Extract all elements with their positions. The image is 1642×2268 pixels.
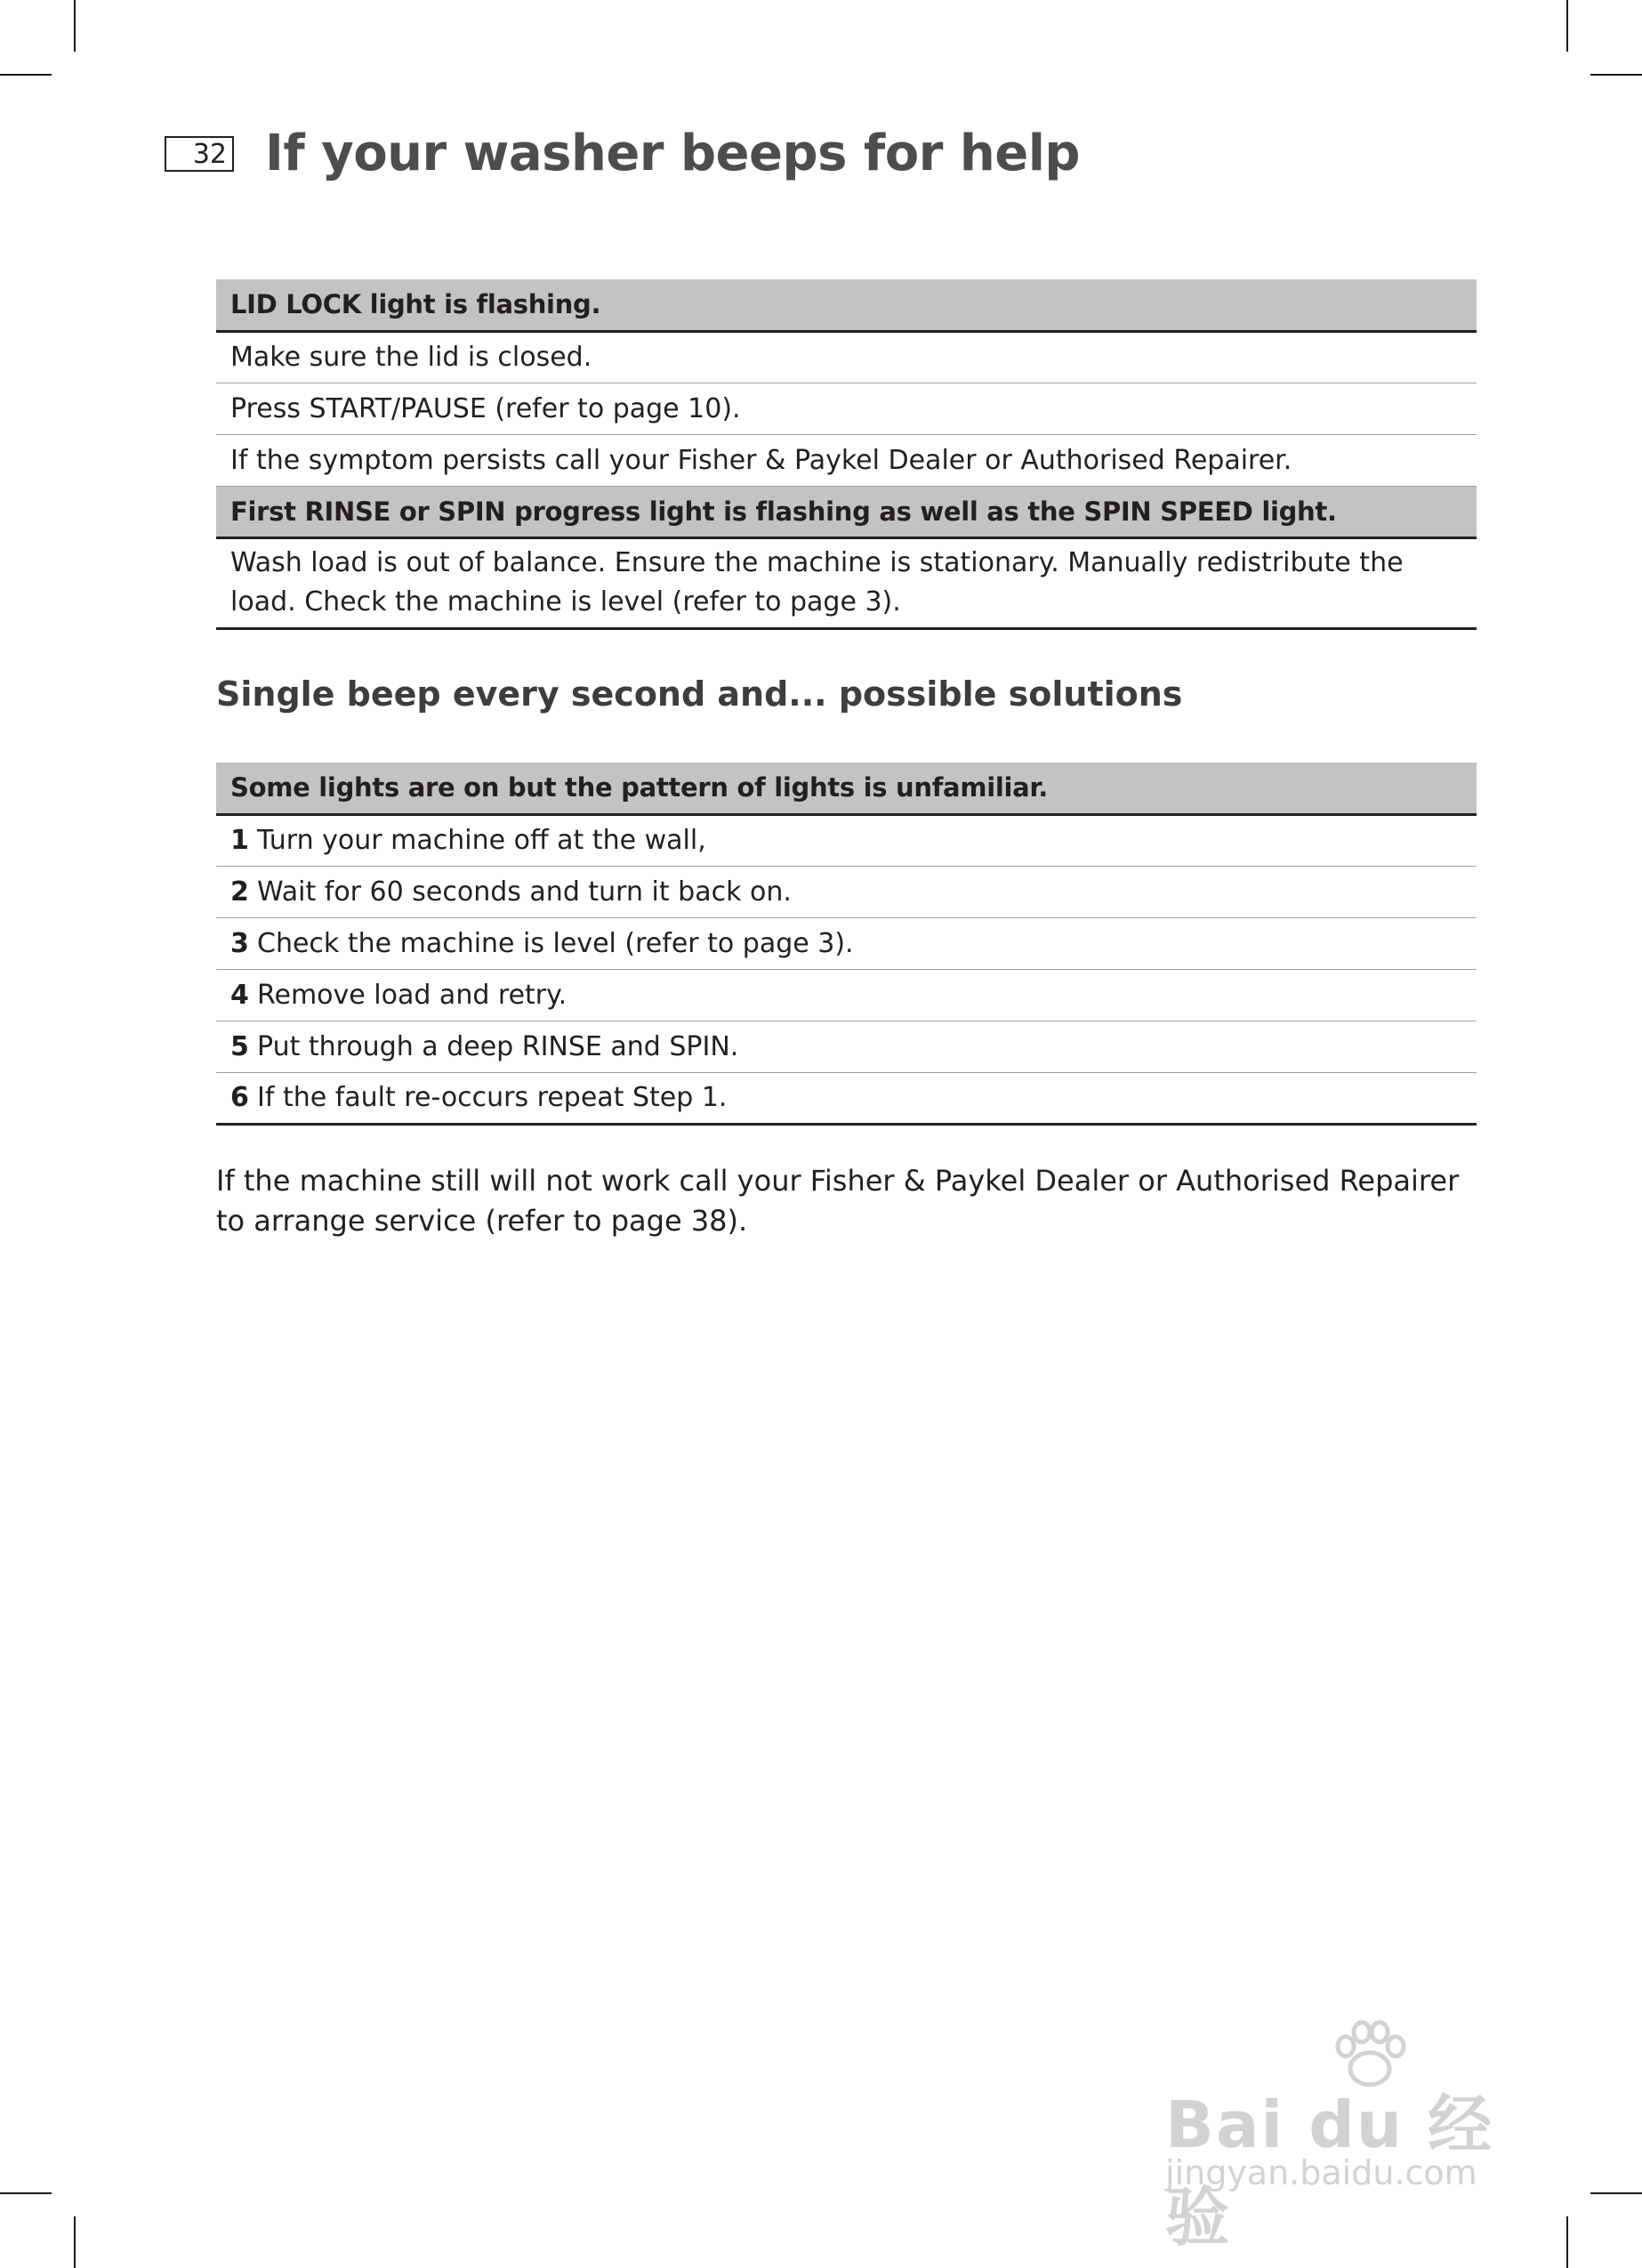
table-row	[216, 537, 1477, 628]
crop-mark	[1566, 2216, 1568, 2268]
table-cell: Make sure the lid is closed.	[216, 331, 1477, 383]
table-heading-row	[216, 279, 1477, 331]
step-row	[216, 1072, 1477, 1124]
table-heading-row	[216, 763, 1477, 814]
page-number: 32	[165, 136, 234, 172]
unfamiliar-lights-table	[216, 763, 1477, 1126]
step-number: 2	[230, 876, 249, 908]
crop-mark	[1566, 0, 1568, 52]
step-row	[216, 866, 1477, 917]
crop-mark	[1590, 74, 1642, 76]
step-number: 5	[230, 1030, 249, 1062]
table-cell: Press START/PAUSE (refer to page 10).	[216, 383, 1477, 434]
step-row	[216, 1021, 1477, 1072]
crop-mark	[0, 74, 52, 76]
step-text: Check the machine is level (refer to page 3).	[257, 927, 854, 959]
crop-mark	[74, 0, 76, 52]
step-number: 3	[230, 927, 249, 959]
watermark-url: jingyan.baidu.com	[1165, 2153, 1477, 2192]
watermark	[1165, 2020, 1557, 2255]
step-text: Turn your machine off at the wall,	[257, 825, 706, 856]
step-row	[216, 917, 1477, 969]
step-number: 6	[230, 1082, 249, 1113]
table-row	[216, 434, 1477, 486]
page-title: If your washer beeps for help	[265, 125, 1081, 182]
watermark-logo-text: Bai du 经验	[1165, 2087, 1494, 2255]
step-number: 1	[230, 825, 249, 856]
closing-paragraph: If the machine still will not work call your Fisher & Paykel Dealer or Authorised Repairer to arrange service (refer to page 38).	[216, 1164, 1460, 1238]
step-text: Wait for 60 seconds and turn it back on.	[257, 876, 792, 908]
step-row	[216, 969, 1477, 1021]
lid-lock-table	[216, 279, 1477, 630]
table-heading-row	[216, 486, 1477, 537]
table-heading: First RINSE or SPIN progress light is flashing as well as the SPIN SPEED light.	[216, 486, 1477, 537]
crop-mark	[0, 2192, 52, 2194]
crop-mark	[1590, 2192, 1642, 2194]
table-cell: If the symptom persists call your Fisher & Paykel Dealer or Authorised Repairer.	[216, 434, 1477, 486]
step-text: Remove load and retry.	[257, 979, 567, 1011]
crop-mark	[74, 2216, 76, 2268]
table-heading: Some lights are on but the pattern of lights is unfamiliar.	[216, 763, 1477, 814]
table-row	[216, 383, 1477, 434]
step-number: 4	[230, 979, 249, 1011]
section-title: Single beep every second and... possible solutions	[216, 674, 1183, 714]
step-text: Put through a deep RINSE and SPIN.	[257, 1030, 739, 1062]
step-text: If the fault re-occurs repeat Step 1.	[257, 1082, 728, 1113]
table-heading: LID LOCK light is flashing.	[216, 279, 1477, 331]
step-row	[216, 814, 1477, 866]
table-row	[216, 331, 1477, 383]
table-cell: Wash load is out of balance. Ensure the machine is stationary. Manually redistribute the load. Check the machine is level (refer to page 3).	[216, 537, 1477, 628]
